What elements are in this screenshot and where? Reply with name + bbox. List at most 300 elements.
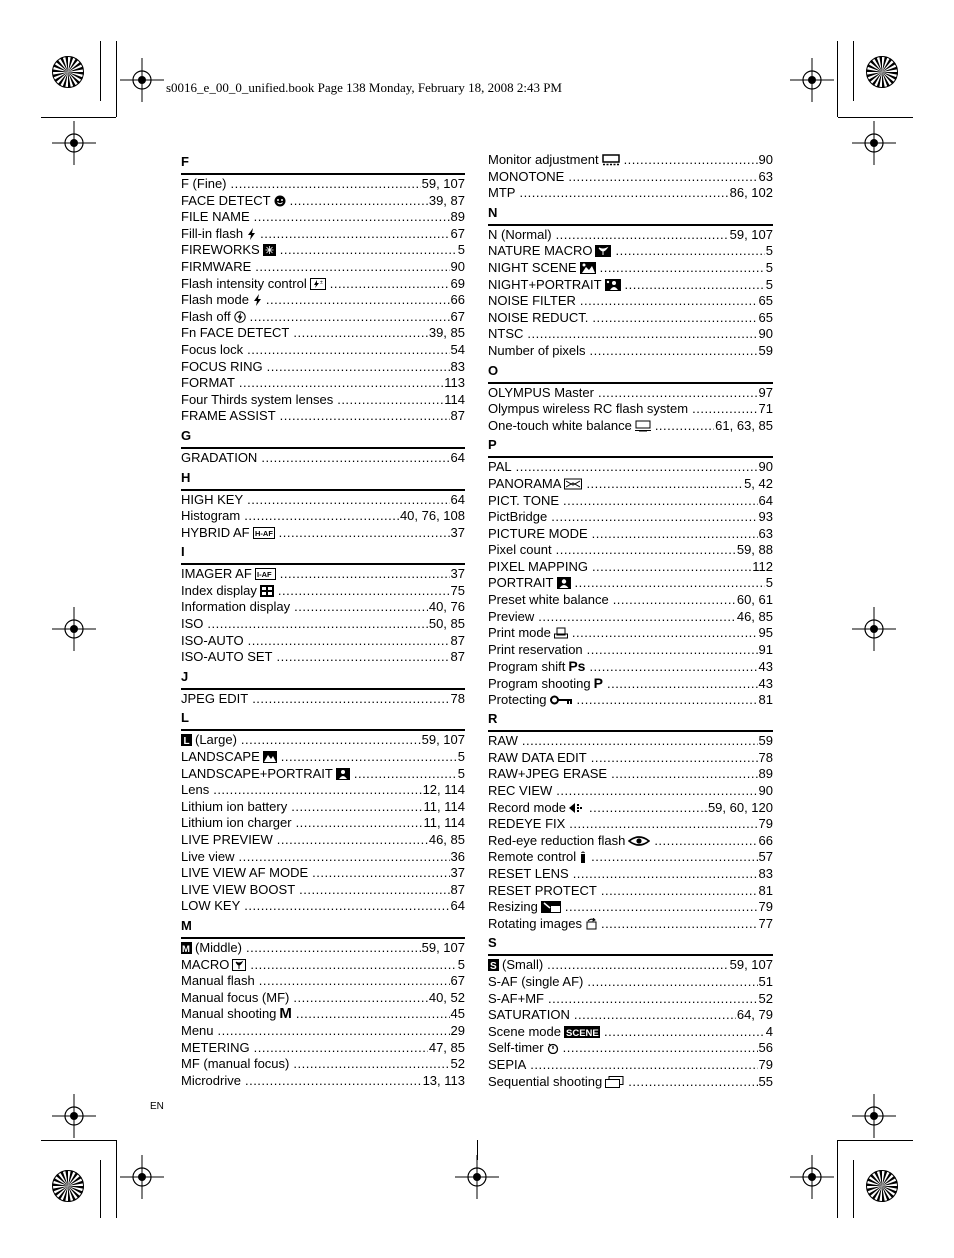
entry-term-wrap [488,642,583,659]
index-entry [488,609,773,626]
entry-pages: 59, 107 [729,226,773,242]
index-entry [488,542,773,559]
language-tag: EN [150,1101,164,1112]
entry-term-wrap [181,849,234,866]
entry-term: RAW+JPEG ERASE [488,766,608,782]
entry-pages: 59, 107 [421,732,465,748]
leader-dots [244,508,399,525]
index-entry [488,152,773,169]
entry-pages: 91 [758,641,773,657]
entry-term: LANDSCAPE+PORTRAIT [181,765,333,781]
color-target-icon [866,1170,898,1207]
entry-term-wrap [181,865,308,882]
index-entry [181,749,465,766]
leader-dots [587,642,758,659]
entry-pages: 29 [450,1022,465,1038]
section-letter: S [488,932,773,956]
index-section-n [488,202,773,360]
index-entry [181,226,465,243]
leader-dots [293,990,427,1007]
index-entry [181,292,465,309]
index-entry [181,599,465,616]
entry-pages: 39, 87 [428,192,465,208]
leader-dots [250,309,450,326]
entry-pages: 87 [450,408,465,424]
leader-dots [589,800,707,817]
entry-term: Resizing [488,899,538,915]
index-entry [488,833,773,850]
entry-term: One-touch white balance [488,417,632,433]
entry-term: Microdrive [181,1072,241,1088]
leader-dots [231,176,421,193]
entry-term: Flash mode [181,292,249,308]
leader-dots [280,408,450,425]
leader-dots [277,832,428,849]
crop-mark [837,1140,838,1218]
leader-dots [604,1024,765,1041]
leader-dots [607,676,758,693]
entry-term: Record mode [488,799,567,815]
entry-term: MONOTONE [488,168,565,184]
index-entry [181,832,465,849]
entry-term: LIVE PREVIEW [181,832,273,847]
entry-term: ISO-AUTO [181,632,244,648]
index-entry [181,525,465,542]
entry-term-wrap [488,526,588,543]
leader-dots [218,1023,450,1040]
entry-pages: 11, 114 [423,798,465,814]
leader-dots [337,392,443,409]
entry-pages: 46, 85 [736,608,773,624]
entry-pages: 90 [758,459,773,475]
entry-term: MF (manual focus) [181,1056,290,1072]
crop-mark [100,1160,101,1218]
entry-term: Self-timer [488,1040,544,1056]
entry-term-wrap [488,658,585,676]
entry-term: (Large) [195,732,237,748]
leader-dots [244,898,449,915]
leader-dots [254,209,450,226]
index-entry [181,849,465,866]
entry-pages: 61, 63, 85 [715,417,773,433]
entry-term-wrap [181,599,290,616]
entry-pages: 59 [758,342,773,358]
entry-term-wrap [488,592,609,609]
index-entry [181,408,465,425]
leader-dots [279,525,450,542]
entry-term: LANDSCAPE [181,749,260,765]
entry-term: MTP [488,185,516,201]
entry-term: Histogram [181,508,241,524]
leader-dots [613,592,736,609]
entry-pages: 67 [450,225,465,241]
index-entry [181,242,465,259]
entry-term-wrap [181,392,333,409]
entry-term-wrap [181,1040,250,1057]
entry-pages: 59, 107 [421,939,465,955]
entry-term-wrap [488,542,552,559]
entry-term: LIVE VIEW AF MODE [181,865,309,881]
index-entry [488,766,773,783]
index-entry [181,492,465,509]
entry-pages: 43 [758,659,773,675]
entry-pages: 5 [765,575,773,591]
leader-dots [278,583,450,600]
crop-mark [41,1140,116,1141]
entry-term: NIGHT+PORTRAIT [488,276,602,292]
entry-term: RESET PROTECT [488,882,597,898]
entry-pages: 64 [450,491,465,507]
entry-pages: 87 [450,632,465,648]
entry-pages: 97 [758,384,773,400]
index-entry [488,169,773,186]
index-entry [181,325,465,342]
index-entry [181,1040,465,1057]
entry-term-wrap [181,408,276,425]
index-entry [488,750,773,767]
entry-term-wrap [488,185,515,202]
index-entry [488,227,773,244]
leader-dots [238,849,449,866]
entry-pages: 71 [758,401,773,417]
entry-pages: 43 [758,676,773,692]
section-letter: O [488,360,773,384]
entry-pages: 78 [758,749,773,765]
index-entry [181,450,465,467]
registration-mark-icon [455,1155,499,1204]
index-entry [181,1006,465,1023]
leader-dots [291,799,422,816]
index-entry [488,185,773,202]
registration-mark-icon [852,121,896,170]
index-entry [181,882,465,899]
section-letter: H [181,467,465,491]
index-entry [181,957,465,974]
registration-mark-icon [852,1094,896,1143]
entry-term-wrap [488,293,576,310]
entry-term: N (Normal) [488,226,552,242]
entry-term: PICT. TONE [488,492,560,508]
index-entry [181,259,465,276]
entry-term-wrap [488,310,588,327]
entry-term: Information display [181,599,291,615]
entry-pages: 5 [457,749,465,765]
entry-term: FACE DETECT [181,192,271,208]
index-entry [181,766,465,783]
index-entry [181,782,465,799]
registration-mark-icon [790,1155,834,1204]
entry-term-wrap [488,227,552,244]
entry-pages: 5 [765,259,773,275]
entry-term: FRAME ASSIST [181,408,276,424]
one-touch-wb-icon [635,420,651,437]
entry-term-wrap [488,675,603,693]
entry-term: REC VIEW [488,783,553,798]
key-icon [550,694,573,711]
leader-dots [259,973,450,990]
index-entry [181,732,465,749]
index-entry [488,401,773,418]
section-letter: N [488,202,773,226]
entry-term-wrap [488,509,547,526]
entry-term-wrap [488,385,594,402]
leader-dots [245,1073,422,1090]
leader-dots [589,659,757,676]
entry-term: FIREWORKS [181,242,260,258]
crop-mark [116,1140,117,1218]
entry-pages: 95 [758,625,773,641]
entry-pages: 5 [765,276,773,292]
index-entry [488,1057,773,1074]
leader-dots [516,459,758,476]
entry-pages: 65 [758,293,773,309]
leader-dots [692,401,757,418]
entry-term: ISO [181,616,204,632]
entry-term-wrap [181,616,203,633]
index-entry [181,309,465,326]
entry-pages: 79 [758,816,773,832]
leader-dots [551,509,757,526]
leader-dots [655,418,714,435]
entry-pages: 83 [450,358,465,374]
leader-dots [591,750,758,767]
entry-term-wrap [488,1007,570,1024]
entry-pages: 87 [450,881,465,897]
leader-dots [563,1040,758,1057]
leader-dots [519,185,728,202]
entry-pages: 90 [450,258,465,274]
entry-term-wrap [488,783,552,800]
leader-dots [547,957,728,974]
index-section-g [181,425,465,467]
leader-dots [624,152,758,169]
entry-pages: 59, 107 [421,176,465,191]
index-entry [181,508,465,525]
entry-term: (Middle) [195,939,242,955]
entry-pages: 60, 61 [736,592,773,608]
entry-term-wrap [488,493,559,510]
index-entry [181,815,465,832]
leader-dots [255,259,449,276]
entry-pages: 90 [758,326,773,342]
entry-term-wrap [181,525,275,544]
entry-term: Remote control [488,849,577,865]
entry-term-wrap [181,799,287,816]
entry-pages: 37 [450,524,465,540]
index-entry [181,193,465,210]
entry-term: Monitor adjustment [488,152,599,167]
entry-term: REDEYE FIX [488,816,566,832]
crop-mark [837,41,838,117]
index-entry [181,1023,465,1040]
index-entry [488,692,773,709]
entry-term: SEPIA [488,1056,527,1072]
section-letter: R [488,708,773,732]
leader-dots [565,899,758,916]
section-letter: I [181,541,465,565]
entry-term-wrap [181,325,289,342]
entry-pages: 4 [765,1023,773,1039]
leader-dots [299,882,449,899]
entry-term-wrap [181,1023,214,1040]
index-section-j [181,666,465,708]
index-column-right [488,151,773,1090]
leader-dots [330,276,450,293]
entry-pages: 5 [765,243,773,259]
entry-term: FORMAT [181,375,235,391]
index-section-r [488,708,773,932]
entry-pages: 40, 52 [428,989,465,1005]
entry-pages: 79 [758,899,773,915]
entry-term: S-AF+MF [488,990,544,1006]
entry-pages: 5 [457,956,465,972]
leader-dots [538,609,736,626]
entry-pages: 37 [450,566,465,582]
entry-term: OLYMPUS Master [488,384,594,400]
entry-term: Manual focus (MF) [181,989,290,1005]
color-target-icon [52,56,84,93]
leader-dots [254,1040,428,1057]
entry-term-wrap [181,832,273,849]
entry-pages: 69 [450,275,465,291]
leader-dots [213,782,421,799]
leader-dots [312,865,449,882]
hybrid-af-icon [253,527,275,544]
entry-term-wrap [181,450,257,467]
entry-term: HIGH KEY [181,491,244,507]
registration-mark-icon [52,1094,96,1143]
index-section-i [181,541,465,666]
leader-dots [239,375,443,392]
entry-term: RAW DATA EDIT [488,749,587,765]
leader-dots [247,342,449,359]
index-entry [488,343,773,360]
entry-term-wrap [488,1074,624,1093]
leader-dots [592,526,758,543]
index-entry [181,940,465,957]
registration-mark-icon [120,58,164,107]
entry-term: FIRMWARE [181,258,252,274]
crop-mark [838,117,913,118]
index-entry [181,616,465,633]
entry-term: Rotating images [488,915,582,931]
entry-term-wrap [488,974,583,991]
index-entry [488,675,773,692]
entry-term-wrap [181,1073,241,1090]
entry-term-wrap [488,916,597,935]
index-entry [488,883,773,900]
svg-text:I-AF: I-AF [256,570,272,580]
entry-pages: 114 [444,391,465,407]
leader-dots [246,940,421,957]
entry-term: NOISE FILTER [488,293,576,309]
leader-dots [280,242,457,259]
entry-pages: 89 [758,766,773,782]
entry-pages: 66 [450,292,465,308]
entry-term: Live view [181,848,235,864]
crop-mark [116,41,117,117]
entry-pages: 46, 85 [428,832,465,847]
entry-term: Four Thirds system lenses [181,391,334,407]
leader-dots [207,616,427,633]
entry-term: (Small) [502,957,544,973]
index-entry [488,243,773,260]
entry-term-wrap [488,609,534,626]
index-entry [488,816,773,833]
entry-pages: 39, 85 [428,325,465,341]
index-entry [181,990,465,1007]
index-entry [488,493,773,510]
index-entry [488,1074,773,1091]
entry-term: LOW KEY [181,898,241,914]
index-entry [181,898,465,915]
index-entry [488,991,773,1008]
entry-term-wrap [488,733,518,750]
entry-pages: 63 [758,525,773,541]
index-entry [488,575,773,592]
leader-dots [575,575,765,592]
leader-dots [252,691,449,708]
index-entry [488,326,773,343]
leader-dots [592,559,751,576]
sequential-icon [605,1076,624,1093]
entry-term: LIVE VIEW BOOST [181,881,296,897]
leader-dots [548,991,758,1008]
entry-term-wrap [181,882,295,899]
entry-term-wrap [181,1056,289,1073]
entry-pages: 52 [758,990,773,1006]
entry-term: Menu [181,1022,214,1038]
entry-term: Flash off [181,308,231,324]
entry-pages: 64 [758,492,773,508]
crop-mark [41,117,116,118]
entry-term-wrap [181,508,240,525]
entry-term-wrap [181,990,289,1007]
leader-dots [573,866,758,883]
entry-pages: 59, 88 [736,542,773,558]
leader-dots [261,450,449,467]
index-entry [181,209,465,226]
entry-term-wrap [181,649,273,666]
entry-term: FILE NAME [181,209,250,225]
entry-term: Program shift [488,659,566,675]
entry-pages: 55 [758,1073,773,1089]
registration-mark-icon [52,607,96,656]
book-header: s0016_e_00_0_unified.book Page 138 Monday, February 18, 2008 2:43 PM [166,80,562,95]
leader-dots [556,227,729,244]
index-entry [488,277,773,294]
crop-mark [853,41,854,101]
entry-term-wrap [488,816,565,833]
entry-term: NIGHT SCENE [488,259,577,275]
entry-term: Protecting [488,691,547,707]
leader-dots [611,766,757,783]
entry-term-wrap [488,169,564,186]
index-entry [488,1024,773,1041]
index-entry [181,973,465,990]
entry-term: PORTRAIT [488,575,554,591]
entry-pages: 77 [758,915,773,931]
svg-text:SCENE: SCENE [566,1027,599,1038]
entry-pages: 5 [457,242,465,258]
section-letter: L [181,707,465,731]
entry-pages: 63 [758,168,773,184]
leader-dots [563,493,757,510]
leader-dots [294,599,428,616]
entry-term-wrap [181,359,263,376]
entry-pages: 57 [758,849,773,865]
index-section-f [181,151,465,425]
